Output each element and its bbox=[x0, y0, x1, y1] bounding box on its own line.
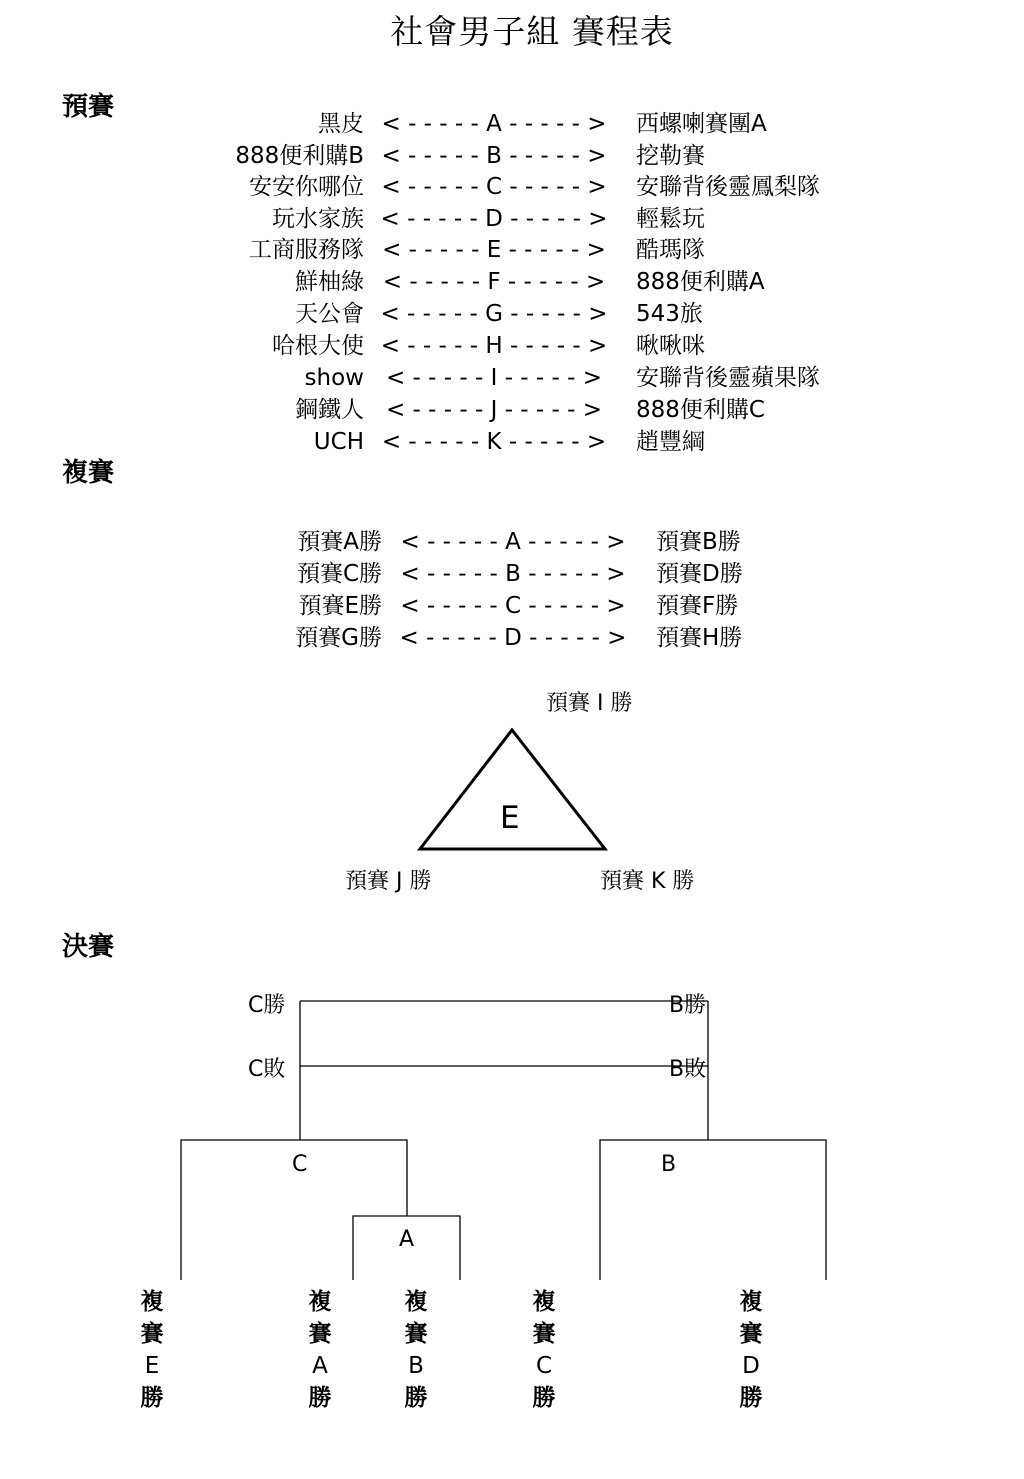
team-right: 安聯背後靈鳳梨隊 bbox=[636, 174, 820, 200]
section-final-heading: 決賽 bbox=[62, 932, 115, 962]
match-arrow: < - - - - - D - - - - - > bbox=[399, 625, 627, 651]
match-arrow: < - - - - - J - - - - - > bbox=[385, 397, 603, 423]
page-title: 社會男子組 賽程表 bbox=[390, 12, 674, 51]
team-right: 酷瑪隊 bbox=[636, 237, 705, 263]
match-arrow: < - - - - - C - - - - - > bbox=[381, 174, 607, 200]
b-win-label: B勝 bbox=[669, 993, 707, 1018]
leaf-char: 賽 bbox=[739, 1321, 763, 1347]
leaf-char: 複 bbox=[404, 1289, 428, 1315]
leaf-char: 賽 bbox=[532, 1321, 556, 1347]
team-right: 輕鬆玩 bbox=[636, 206, 705, 232]
triangle-left-label: 預賽 J 勝 bbox=[345, 869, 432, 894]
team-right: 888便利購C bbox=[636, 397, 765, 423]
leaf-semi-b-win bbox=[401, 1286, 431, 1414]
leaf-char: 勝 bbox=[308, 1385, 332, 1411]
leaf-semi-d-win bbox=[736, 1286, 766, 1414]
node-c-label: C bbox=[292, 1152, 308, 1177]
leaf-semi-e-win bbox=[137, 1286, 167, 1414]
leaf-semi-a-win bbox=[305, 1286, 335, 1414]
leaf-char: 勝 bbox=[739, 1385, 763, 1411]
team-left: 預賽C勝 bbox=[296, 561, 382, 587]
c-lose-label: C敗 bbox=[248, 1057, 286, 1082]
team-left: 黑皮 bbox=[318, 111, 364, 137]
leaf-char: B bbox=[408, 1353, 424, 1379]
team-left: 888便利購B bbox=[235, 143, 364, 169]
leaf-char: 複 bbox=[532, 1289, 556, 1315]
match-arrow: < - - - - - F - - - - - > bbox=[382, 269, 606, 295]
b-lose-label: B敗 bbox=[669, 1057, 707, 1082]
leaf-char: 賽 bbox=[140, 1321, 164, 1347]
team-left: 天公會 bbox=[295, 301, 364, 327]
leaf-char: 賽 bbox=[404, 1321, 428, 1347]
team-right: 趙豐綱 bbox=[636, 429, 705, 455]
team-left: 預賽G勝 bbox=[295, 625, 382, 651]
leaf-char: 勝 bbox=[532, 1385, 556, 1411]
leaf-char: C bbox=[535, 1353, 553, 1379]
bracket-b bbox=[600, 1140, 826, 1280]
round-robin-triangle bbox=[420, 730, 605, 849]
team-right: 西螺喇賽團A bbox=[636, 111, 767, 137]
leaf-char: 賽 bbox=[308, 1321, 332, 1347]
match-arrow: < - - - - - B - - - - - > bbox=[381, 143, 607, 169]
match-arrow: < - - - - - H - - - - - > bbox=[380, 333, 608, 359]
team-right: 安聯背後靈蘋果隊 bbox=[636, 365, 820, 391]
node-b-label: B bbox=[661, 1152, 677, 1177]
leaf-semi-c-win bbox=[529, 1286, 559, 1414]
node-a-label: A bbox=[399, 1227, 415, 1252]
leaf-char: 複 bbox=[140, 1289, 164, 1315]
team-right: 預賽F勝 bbox=[656, 593, 739, 619]
section-prelim-heading: 預賽 bbox=[62, 92, 115, 122]
team-left: show bbox=[304, 365, 364, 391]
section-semi-heading: 複賽 bbox=[62, 458, 115, 488]
team-right: 預賽B勝 bbox=[656, 529, 741, 555]
team-right: 預賽D勝 bbox=[656, 561, 743, 587]
team-right: 888便利購A bbox=[636, 269, 765, 295]
leaf-char: 複 bbox=[739, 1289, 763, 1315]
team-right: 預賽H勝 bbox=[656, 625, 743, 651]
match-arrow: < - - - - - D - - - - - > bbox=[380, 206, 608, 232]
match-arrow: < - - - - - E - - - - - > bbox=[382, 237, 606, 263]
team-left: 預賽A勝 bbox=[297, 529, 382, 555]
match-arrow: < - - - - - K - - - - - > bbox=[381, 429, 607, 455]
team-left: 安安你哪位 bbox=[249, 174, 364, 200]
triangle-center-label: E bbox=[500, 800, 520, 836]
match-arrow: < - - - - - B - - - - - > bbox=[400, 561, 626, 587]
team-left: 玩水家族 bbox=[272, 206, 364, 232]
match-arrow: < - - - - - I - - - - - > bbox=[385, 365, 603, 391]
team-left: 預賽E勝 bbox=[298, 593, 382, 619]
team-left: 鮮柚綠 bbox=[295, 269, 364, 295]
team-left: 鋼鐵人 bbox=[295, 397, 364, 423]
leaf-char: 勝 bbox=[404, 1385, 428, 1411]
team-right: 543旅 bbox=[636, 301, 703, 327]
team-left: 哈根大使 bbox=[272, 333, 364, 359]
triangle-top-label: 預賽 I 勝 bbox=[546, 691, 633, 716]
c-win-label: C勝 bbox=[248, 993, 286, 1018]
team-left: 工商服務隊 bbox=[249, 237, 364, 263]
team-right: 挖勒賽 bbox=[636, 143, 705, 169]
match-arrow: < - - - - - A - - - - - > bbox=[400, 529, 626, 555]
leaf-char: E bbox=[144, 1353, 160, 1379]
match-arrow: < - - - - - G - - - - - > bbox=[380, 301, 608, 327]
match-arrow: < - - - - - A - - - - - > bbox=[381, 111, 607, 137]
team-right: 啾啾咪 bbox=[636, 333, 705, 359]
leaf-char: 複 bbox=[308, 1289, 332, 1315]
match-arrow: < - - - - - C - - - - - > bbox=[400, 593, 626, 619]
triangle-right-label: 預賽 K 勝 bbox=[600, 869, 695, 894]
leaf-char: 勝 bbox=[140, 1385, 164, 1411]
leaf-char: D bbox=[742, 1353, 760, 1379]
team-left: UCH bbox=[313, 429, 364, 455]
leaf-char: A bbox=[312, 1353, 328, 1379]
